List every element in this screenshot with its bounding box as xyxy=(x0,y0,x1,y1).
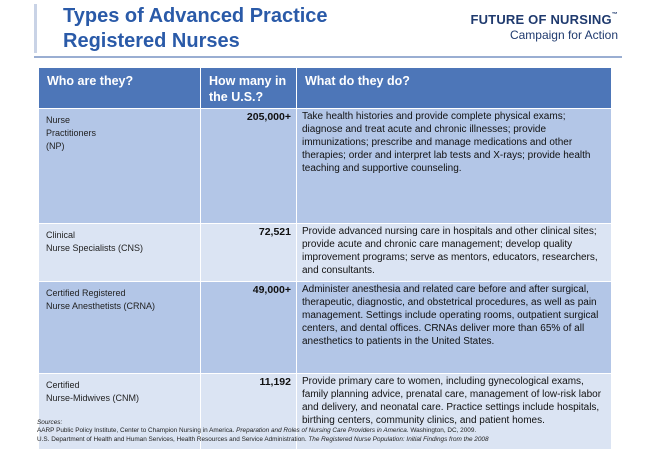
who-line: Certified xyxy=(46,380,80,390)
source-1-place: Washington, DC, 2009. xyxy=(410,427,477,435)
header-how-many: How many in the U.S.? xyxy=(201,68,297,109)
logo-name: FUTURE OF NURSING xyxy=(470,12,612,27)
count-cell: 205,000+ xyxy=(201,109,297,224)
title-block xyxy=(34,4,423,53)
source-2-text: U.S. Department of Health and Human Services, Health Resources and Service Administration. xyxy=(37,435,307,443)
who-line: (NP) xyxy=(46,141,65,151)
logo-line-2: Campaign for Action xyxy=(509,28,618,42)
who-line: Practitioners xyxy=(46,128,97,138)
count-cell: 72,521 xyxy=(201,224,297,282)
header-who: Who are they? xyxy=(39,68,201,109)
title-line-1: Types of Advanced Practice xyxy=(63,5,328,27)
trademark-symbol: ™ xyxy=(611,12,618,18)
count-cell: 49,000+ xyxy=(201,282,297,374)
source-line-1 xyxy=(37,427,637,435)
source-2-title: The Registered Nurse Population: Initial Findings from the 2008 xyxy=(308,435,489,443)
header-what: What do they do? xyxy=(297,68,612,109)
description-cell: Administer anesthesia and related care before and after surgical, therapeutic, diagnostic, and obstetrical procedures, as well as pain management. Settings include operating rooms, outpatient surgical centers, and dental offices. CRNAs deliver more than 65% of all anesthetics to patients in the United States. xyxy=(297,282,612,374)
who-line: Nurse xyxy=(46,115,71,125)
description-cell: Provide primary care to women, including gynecological exams, family planning advice, prenatal care, management of low-risk labor and delivery, and neonatal care. Practice settings include hospitals, birthing centers, community clinics, and patient homes. xyxy=(297,374,612,450)
who-line: Nurse Specialists (CNS) xyxy=(46,243,144,253)
who-line: Certified Registered xyxy=(46,288,126,298)
source-line-2 xyxy=(37,436,637,444)
table-row-cns xyxy=(39,224,612,282)
source-1-text: AARP Public Policy Institute, Center to Champion Nursing in America. xyxy=(37,427,235,435)
count-cell: 11,192 xyxy=(201,374,297,450)
who-cell xyxy=(39,224,201,282)
who-line: Nurse-Midwives (CNM) xyxy=(46,393,140,403)
title-line-2: Registered Nurses xyxy=(63,30,240,52)
who-line: Nurse Anesthetists (CRNA) xyxy=(46,301,156,311)
table-header-row xyxy=(39,68,612,109)
source-1-title: Preparation and Roles of Nursing Care Providers in America. xyxy=(236,427,409,435)
logo-line-1 xyxy=(458,12,618,27)
table-row-crna xyxy=(39,282,612,374)
who-cell xyxy=(39,282,201,374)
description-cell: Provide advanced nursing care in hospitals and other clinical sites; provide acute and chronic care management; develop quality improvement programs; serve as mentors, educators, researchers, and consultants. xyxy=(297,224,612,282)
who-line: Clinical xyxy=(46,230,76,240)
sources-label-text: Sources: xyxy=(37,419,63,426)
future-of-nursing-logo xyxy=(458,12,618,42)
table-row-np xyxy=(39,109,612,224)
title-divider xyxy=(34,56,622,58)
sources-footnote xyxy=(37,419,637,444)
sources-label xyxy=(37,419,637,427)
description-cell: Take health histories and provide complete physical exams; diagnose and treat acute and chronic illnesses; provide immunizations; prescribe and manage medications and other therapies; order and interpret lab tests and X-rays; provide health teaching and supportive counseling. xyxy=(297,109,612,224)
apn-types-table xyxy=(38,67,612,450)
page-title xyxy=(63,4,423,54)
who-cell xyxy=(39,109,201,224)
